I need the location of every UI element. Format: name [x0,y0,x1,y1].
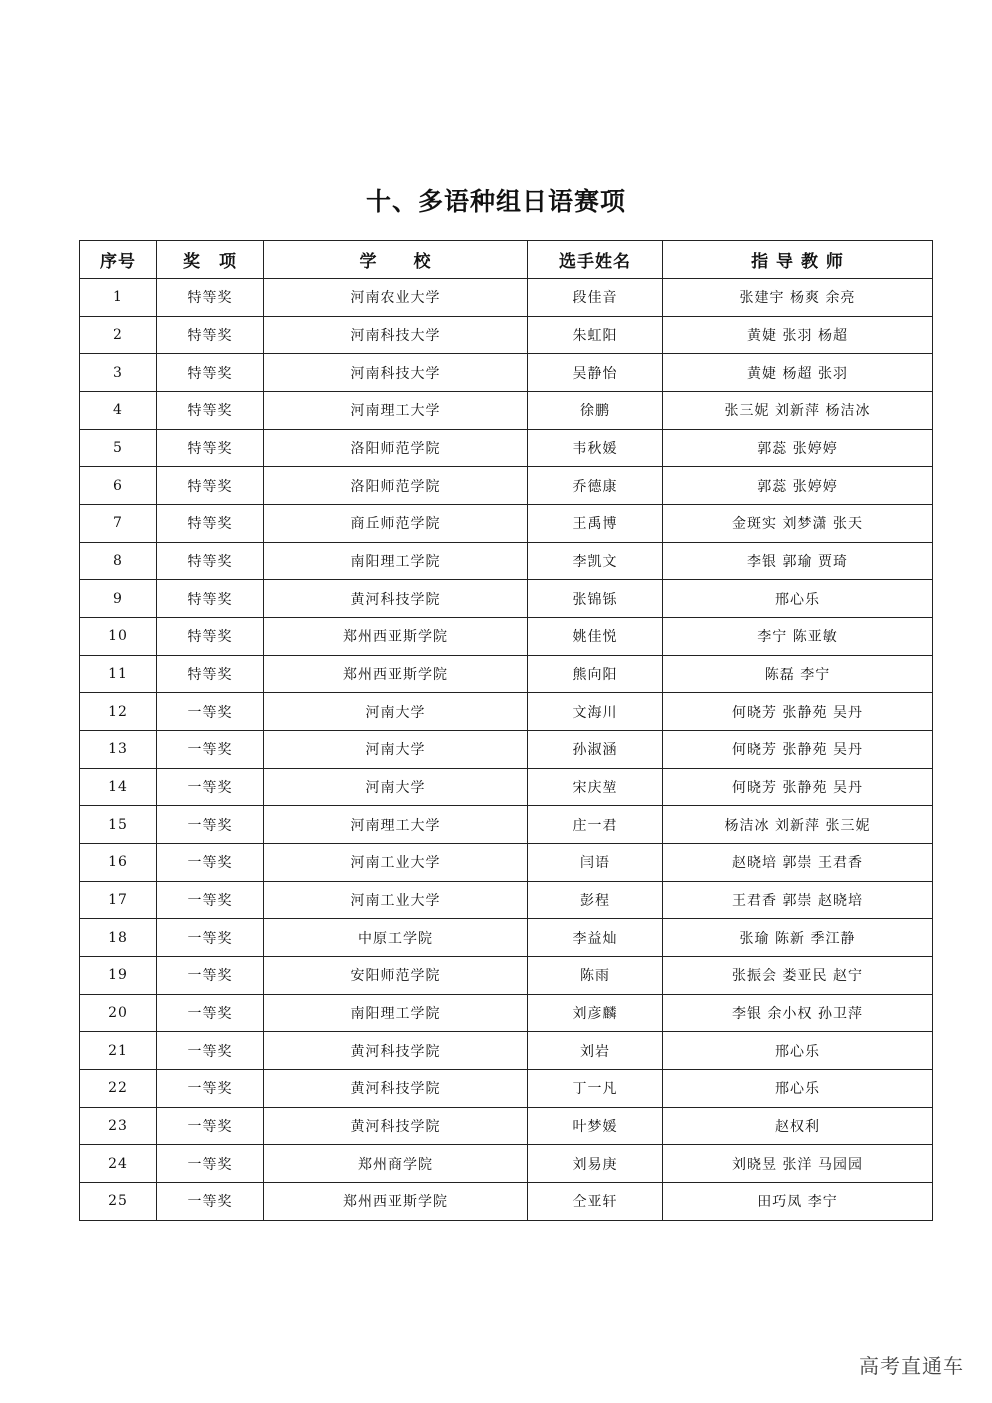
cell-teachers: 李银 余小权 孙卫萍 [663,994,933,1032]
table-row [80,731,933,769]
cell-award: 特等奖 [157,354,264,392]
watermark-text: 高考直通车 [859,1354,964,1378]
header-award: 奖 项 [157,241,264,279]
cell-no: 3 [80,354,157,392]
table-row [80,1070,933,1108]
cell-no: 21 [80,1032,157,1070]
cell-student: 李凯文 [528,542,663,580]
table-row [80,505,933,543]
table-row [80,806,933,844]
cell-teachers: 张瑜 陈新 季江静 [663,919,933,957]
cell-school: 南阳理工学院 [264,994,528,1032]
cell-award: 一等奖 [157,1107,264,1145]
cell-teachers: 王君香 郭崇 赵晓培 [663,881,933,919]
results-table [79,240,933,1221]
header-school: 学 校 [264,241,528,279]
cell-no: 6 [80,467,157,505]
cell-award: 一等奖 [157,1183,264,1221]
cell-school: 河南工业大学 [264,844,528,882]
table-row [80,957,933,995]
cell-award: 特等奖 [157,279,264,317]
cell-award: 特等奖 [157,618,264,656]
cell-no: 4 [80,392,157,430]
cell-school: 郑州商学院 [264,1145,528,1183]
table-row [80,429,933,467]
cell-award: 一等奖 [157,1145,264,1183]
cell-no: 7 [80,505,157,543]
cell-school: 河南大学 [264,768,528,806]
cell-teachers: 李宁 陈亚敏 [663,618,933,656]
cell-student: 吴静怡 [528,354,663,392]
cell-student: 王禹博 [528,505,663,543]
cell-teachers: 张三妮 刘新萍 杨洁冰 [663,392,933,430]
table-row [80,919,933,957]
cell-school: 河南科技大学 [264,354,528,392]
cell-student: 段佳音 [528,279,663,317]
cell-teachers: 何晓芳 张静苑 吴丹 [663,693,933,731]
cell-teachers: 杨洁冰 刘新萍 张三妮 [663,806,933,844]
cell-award: 一等奖 [157,1032,264,1070]
cell-award: 一等奖 [157,806,264,844]
cell-teachers: 张振会 娄亚民 赵宁 [663,957,933,995]
cell-teachers: 何晓芳 张静苑 吴丹 [663,731,933,769]
header-student: 选手姓名 [528,241,663,279]
cell-teachers: 赵权利 [663,1107,933,1145]
cell-no: 2 [80,316,157,354]
cell-school: 河南理工大学 [264,806,528,844]
cell-no: 8 [80,542,157,580]
cell-school: 黄河科技学院 [264,580,528,618]
cell-award: 一等奖 [157,957,264,995]
cell-student: 徐鹏 [528,392,663,430]
cell-no: 1 [80,279,157,317]
cell-no: 14 [80,768,157,806]
cell-no: 20 [80,994,157,1032]
cell-no: 25 [80,1183,157,1221]
cell-no: 5 [80,429,157,467]
table-row [80,542,933,580]
cell-student: 丁一凡 [528,1070,663,1108]
table-row [80,768,933,806]
table-row [80,881,933,919]
cell-school: 黄河科技学院 [264,1070,528,1108]
table-row [80,1107,933,1145]
cell-award: 特等奖 [157,505,264,543]
cell-teachers: 陈磊 李宁 [663,655,933,693]
page-title: 十、多语种组日语赛项 [365,187,626,216]
cell-school: 河南理工大学 [264,392,528,430]
cell-student: 庄一君 [528,806,663,844]
cell-no: 13 [80,731,157,769]
cell-teachers: 邢心乐 [663,580,933,618]
cell-student: 闫语 [528,844,663,882]
cell-no: 19 [80,957,157,995]
cell-award: 特等奖 [157,580,264,618]
cell-school: 河南大学 [264,693,528,731]
cell-award: 特等奖 [157,467,264,505]
cell-school: 南阳理工学院 [264,542,528,580]
cell-no: 22 [80,1070,157,1108]
table-row [80,467,933,505]
cell-award: 一等奖 [157,731,264,769]
cell-teachers: 黄婕 杨超 张羽 [663,354,933,392]
cell-student: 叶梦媛 [528,1107,663,1145]
cell-teachers: 邢心乐 [663,1070,933,1108]
cell-teachers: 李银 郭瑜 贾琦 [663,542,933,580]
header-no: 序号 [80,241,157,279]
cell-student: 刘彦麟 [528,994,663,1032]
cell-teachers: 郭蕊 张婷婷 [663,467,933,505]
table-row [80,1032,933,1070]
cell-school: 黄河科技学院 [264,1032,528,1070]
cell-student: 乔德康 [528,467,663,505]
cell-award: 特等奖 [157,655,264,693]
table-row [80,693,933,731]
table-row [80,316,933,354]
table-row [80,354,933,392]
cell-teachers: 张建宇 杨爽 余亮 [663,279,933,317]
cell-school: 黄河科技学院 [264,1107,528,1145]
cell-teachers: 刘晓昱 张洋 马园园 [663,1145,933,1183]
table-body [80,279,933,1221]
cell-award: 特等奖 [157,316,264,354]
cell-student: 彭程 [528,881,663,919]
table-row [80,279,933,317]
table-row [80,655,933,693]
cell-award: 特等奖 [157,392,264,430]
cell-student: 文海川 [528,693,663,731]
cell-no: 10 [80,618,157,656]
cell-school: 河南大学 [264,731,528,769]
cell-school: 郑州西亚斯学院 [264,655,528,693]
cell-school: 商丘师范学院 [264,505,528,543]
table-row [80,1183,933,1221]
table-row [80,844,933,882]
cell-award: 一等奖 [157,768,264,806]
cell-teachers: 黄婕 张羽 杨超 [663,316,933,354]
cell-student: 孙淑涵 [528,731,663,769]
table-row [80,580,933,618]
table-row [80,618,933,656]
cell-student: 陈雨 [528,957,663,995]
cell-award: 一等奖 [157,881,264,919]
cell-no: 17 [80,881,157,919]
cell-school: 洛阳师范学院 [264,429,528,467]
cell-award: 一等奖 [157,994,264,1032]
cell-student: 姚佳悦 [528,618,663,656]
cell-award: 一等奖 [157,919,264,957]
cell-school: 安阳师范学院 [264,957,528,995]
cell-student: 仝亚轩 [528,1183,663,1221]
cell-school: 中原工学院 [264,919,528,957]
header-teachers: 指 导 教 师 [663,241,933,279]
cell-teachers: 郭蕊 张婷婷 [663,429,933,467]
cell-school: 河南工业大学 [264,881,528,919]
cell-award: 特等奖 [157,429,264,467]
cell-no: 15 [80,806,157,844]
cell-no: 11 [80,655,157,693]
cell-teachers: 田巧凤 李宁 [663,1183,933,1221]
cell-no: 23 [80,1107,157,1145]
cell-school: 郑州西亚斯学院 [264,1183,528,1221]
table-header-row [80,241,933,279]
cell-no: 12 [80,693,157,731]
cell-school: 郑州西亚斯学院 [264,618,528,656]
cell-student: 熊向阳 [528,655,663,693]
table-row [80,994,933,1032]
cell-no: 9 [80,580,157,618]
cell-no: 16 [80,844,157,882]
cell-student: 朱虹阳 [528,316,663,354]
cell-student: 宋庆堃 [528,768,663,806]
cell-school: 河南农业大学 [264,279,528,317]
cell-student: 刘易庚 [528,1145,663,1183]
table-row [80,392,933,430]
cell-student: 张锦铄 [528,580,663,618]
cell-no: 24 [80,1145,157,1183]
cell-award: 特等奖 [157,542,264,580]
cell-student: 刘岩 [528,1032,663,1070]
table-row [80,1145,933,1183]
cell-teachers: 何晓芳 张静苑 吴丹 [663,768,933,806]
cell-teachers: 金斑实 刘梦潇 张天 [663,505,933,543]
cell-school: 洛阳师范学院 [264,467,528,505]
cell-award: 一等奖 [157,844,264,882]
cell-no: 18 [80,919,157,957]
cell-student: 李益灿 [528,919,663,957]
cell-teachers: 赵晓培 郭崇 王君香 [663,844,933,882]
cell-award: 一等奖 [157,693,264,731]
cell-student: 韦秋媛 [528,429,663,467]
cell-school: 河南科技大学 [264,316,528,354]
cell-award: 一等奖 [157,1070,264,1108]
cell-teachers: 邢心乐 [663,1032,933,1070]
